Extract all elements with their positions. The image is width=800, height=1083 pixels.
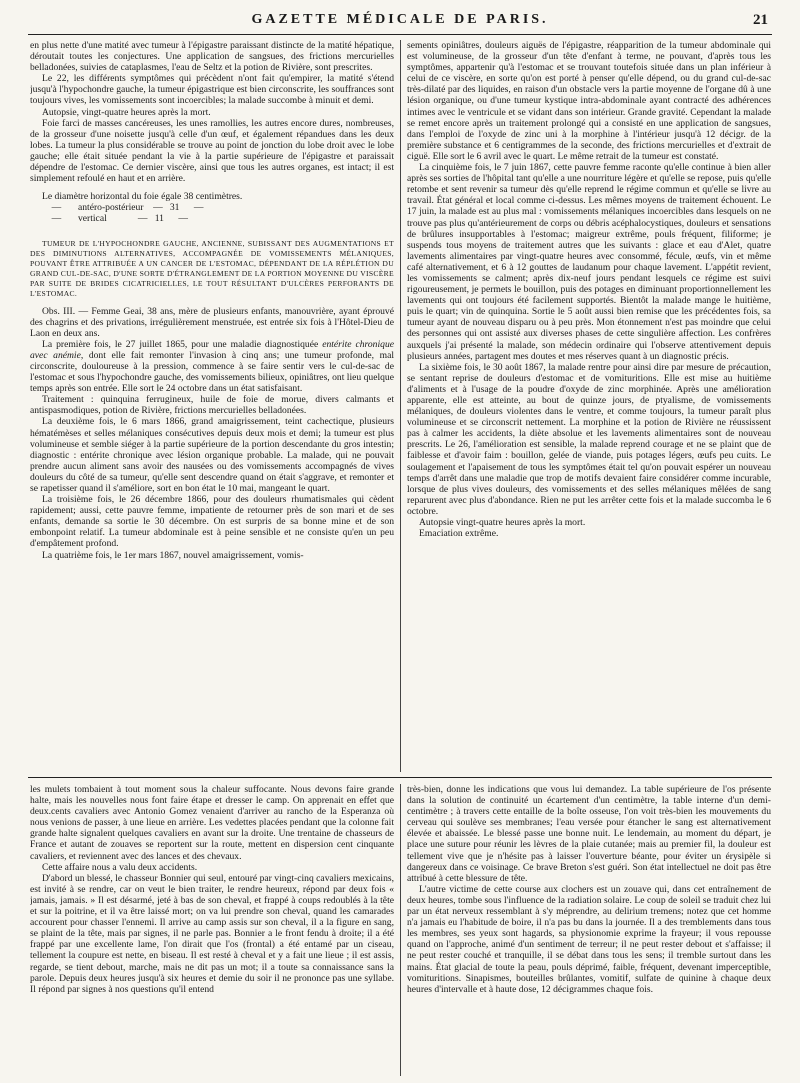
paragraph: D'abord un blessé, le chasseur Bonnier qui seul, entouré par vingt-cinq cavaliers mexicains, est invité à se rendre, car on veut le bien traiter, le rendre heureux, répond par deux fois « jamais, jamais. » Il est désarmé, jeté à bas de son cheval, et frappé à coups redoublés à la tête et sur la poitrine, et il va être laissé mort; on va lui prendre son cheval, quand les camarades accourent pour chasser l'ennemi. Il arrive au camp assis sur son cheval, il a la figure en sang, se plaint de la tête, mais par signes, il ne parle pas. Bonnier a le front fendu à droite; il a été frappé par une excellente lame, l'on dirait que l'os (frontal) a été entamé par un ciseau, tellement la coupure est nette, en biseau. Il est resté à cheval et y a fait une lieue ; il est assis, regarde, se tient debout, marche, mais ne dit pas un mot; il a toute sa connaissance sans la parole. Depuis deux heures jusqu'à six heures et demie du soir il ne prononce pas une syllabe. Il répond par signes à nos questions qu'il entend <box>30 872 394 995</box>
paragraph: La quatrième fois, le 1er mars 1867, nouvel amaigrissement, vomis- <box>42 549 304 561</box>
measurement-line: Le diamètre horizontal du foie égale 38 centimètres. <box>42 191 243 203</box>
section-rule <box>28 777 772 778</box>
paragraph: La première fois, le 27 juillet 1865, pour une maladie diagnostiquée entérite chronique avec anémie, dont elle fait remonter l'invasion à cinq ans; une tumeur profonde, mal circonscrite, douloureuse à la pression, commence à se faire sentir vers le cul-de-sac de l'estomac et sous l'hypochondre gauche, des vomissements bilieux, opiniâtres, ont lieu quelque temps après son entrée. Elle sort le 24 octobre dans un état satisfaisant. <box>30 338 394 395</box>
paragraph: les mulets tombaient à tout moment sous la chaleur suffocante. Nous devons faire grande halte, mais les nouvelles nous font faire étape et dresser le camp. On apprenait en effet que deux.cents cavaliers avec Antonio Gomez venaient d'arriver au rancho de la Esperanza où nous venions de passer, à une lieue en arrière. Les vedettes placées pendant que la colonne fait grande halte signalent quelques cavaliers en avant sur la droite. Une trentaine de chasseurs de France et autant de zouaves se reportent sur la route, mettent en dispersion cent cinquante cavaliers, et reviennent avec des lances et des chevaux. <box>30 784 394 862</box>
bottom-left-column <box>30 784 394 1079</box>
column-divider <box>400 40 401 772</box>
right-column <box>407 40 771 772</box>
journal-title: GAZETTE MÉDICALE DE PARIS. <box>251 12 549 27</box>
paragraph: Obs. III. — Femme Geai, 38 ans, mère de plusieurs enfants, manouvrière, ayant éprouvé des chagrins et des privations, irrégulièrement menstruée, est entrée six fois à l'Hôtel-Dieu de Laon en deux ans. <box>30 305 394 339</box>
paragraph: sements opiniâtres, douleurs aiguës de l'épigastre, réapparition de la tumeur abdominale qui est volumineuse, de la grosseur d'un tête d'enfant à terme, ne pouvant, d'après tous les symptômes, appartenir qu'à l'estomac et se trouvant toutefois située dans un plan inférieur à celui de ce viscère, en sorte qu'on est porté à penser qu'elle dépend, ou du grand cul-de-sac très-dilaté par des liquides, en raison d'un obstacle vers la partie moyenne de l'organe dû à une lésion organique, ou d'une tumeur kystique intra-abdominale ayant contracté des adhérences intimes avec le ventricule et se vidant dans son intérieur. Grande gravité. Cependant la malade se remet encore après un traitement prolongé qui a consisté en une application de sangsues, dans l'emploi de l'oxyde de zinc uni à la morphine à l'intérieur jusqu'à 12 décigr. de la première substance et 6 centigrammes de la seconde, des frictions mercurielles et d'extrait de ciguë. Elle sort le 6 avril avec le quart. Le même retrait de la tumeur est constaté. <box>407 40 771 162</box>
paragraph: Emaciation extrême. <box>419 528 499 540</box>
paragraph: Cette affaire nous a valu deux accidents. <box>42 861 198 873</box>
column-divider <box>400 784 401 1076</box>
paragraph: L'autre victime de cette course aux clochers est un zouave qui, dans cet entraînement de deux heures, tombe sous l'influence de la radiation solaire. Le coup de soleil se traduit chez lui par un état nerveux ressemblant à s'y méprendre, au delirium tremens; notez que cet homme n'a jamais eu l'habitude de boire, il n'a pas bu dans la journée. Il a des tremblements dans tous les membres, ses yeux sont hagards, sa physionomie exprime la frayeur; il vous repousse quand on l'approche, animé d'un sentiment de terreur; il ne peut rester debout et s'affaisse; il ne peut rester couché et tranquille, il se débat dans tous les sens; il tremble surtout dans les mains. État glacial de toute la peau, pouls déprimé, faible, fréquent, devenant imperceptible, vomituritions. Sinapismes, bouteilles brûlantes, vomitif, sulfate de quinine à chaque deux heures d'intervalle et à haute dose, 12 décigrammes chaque fois. <box>407 883 771 995</box>
paragraph: La cinquième fois, le 7 juin 1867, cette pauvre femme raconte qu'elle continue à bien aller après ses sorties de l'hôpital tant qu'elle a une nourriture légère et qu'elle se repose, puis qu'elle retombe et sent revenir sa tumeur dès qu'elle reprend le régime commun et qu'elle se livre au travail. État général et local comme ci-dessus. Les mêmes moyens de traitement échouent. Le 17 juin, la malade est au plus mal : vomissements mélaniques incoercibles dans lesquels on ne trouve pas plus qu'antérieurement de corps ou débris acéphalocystiques, douleurs et sensations de brûlures insupportables à l'estomac; maigreur extrême, pouls fréquent, filiforme; je suspends tous moyens de traitement autres que les suivants : glace et eau d'Alet, quatre lavements alimentaires par vingt-quatre heures avec consommé, fécule, œufs, vin et même café alternativement, et 6 à 12 gouttes de laudanum pour chaque lavement. L'appétit revient, les vomissements se calment; après dix-neuf jours pendant lesquels ce régime est suivi rigoureusement, je permets le bouillon, puis des potages en diminuant proportionnellement les lavements qui ont toujours été facilement supportés. Bientôt la malade mange le huitième, puis le quart; vin de quinquina. Sortie le 5 août aussi bien remise que les précédentes fois, sa tumeur ayant de nouveau disparu ou à peu près. Mon étonnement n'est pas moindre que celui des personnes qui ont assisté aux diverses phases de cette singulière affection. Les confrères auxquels j'ai présenté la malade, son médecin ordinaire qui l'observe attentivement depuis plusieurs années, partagent mes doutes et mes réserves quant à un diagnostic précis. <box>407 162 771 362</box>
measurements <box>30 191 394 224</box>
left-column <box>30 40 394 772</box>
paragraph: Le 22, les différents symptômes qui précèdent n'ont fait qu'empirer, la matité s'étend jusqu'à l'hypochondre gauche, la tumeur épigastrique est bien circonscrite, les souffrances sont toujours vives, les vomissements sont incoercibles; la malade succombe à minuit et demi. <box>30 73 394 107</box>
measurement-line: — vertical — 11 — <box>42 213 188 225</box>
paragraph: Foie farci de masses cancéreuses, les unes ramollies, les autres encore dures, nombreuses, de la grosseur d'une noisette jusqu'à celle d'un œuf, et également répandues dans les deux lobes. La tumeur la plus considérable se trouve au point de jonction du lobe droit avec le lobe gauche; elle était située pendant la vie à la partie supérieure de l'épigastre et paraissait dépendre de l'estomac. Ce dernier viscère, ainsi que tous les autres organes, est intact; il est simplement refoulé en haut et en arrière. <box>30 117 394 185</box>
paragraph: La deuxième fois, le 6 mars 1866, grand amaigrissement, teint cachectique, plusieurs hématémèses et selles mélaniques consécutives depuis deux mois et demi; la tumeur est plus volumineuse et semble siéger à la partie supérieure de la portion descendante du gros intestin; diagnostic : entérite chronique avec lésion organique probable. La malade, qui ne pouvait prendre aucun aliment sans avoir des nausées ou des vomissements accompagnés de vives douleurs du côté de sa tumeur, qu'elle sent descendre quand on était s'aggrave, et remonter et se rapetisser quand il s'améliore, sort en bon état le 10 mai, mangeant le quart. <box>30 416 394 494</box>
section-heading: TUMEUR DE L'HYPOCHONDRE GAUCHE, ANCIENNE, SUBISSANT DES AUGMENTATIONS ET DES DIMINUTIONS ALTERNATIVES, ACCOMPAGNÉE DE VOMISSEMENTS MÉLANIQUES, POUVANT ÊTRE ATTRIBUÉE A UN CANCER DE L'ESTOMAC, DÉPENDANT DE LA RÉPLÉTION DU GRAND CUL-DE-SAC, D'UNE SORTE D'ÉTRANGLEMENT DE LA PORTION MOYENNE DU VISCÈRE PAR SUITE DE BRIDES CICATRICIELLES, LE TOUT RÉSULTANT D'ULCÈRES PERFORANTS DE L'ESTOMAC. <box>30 238 394 298</box>
bottom-right-column <box>407 784 771 1079</box>
measurement-line: — antéro-postérieur — 31 — <box>42 202 204 214</box>
page-number: 21 <box>753 12 768 28</box>
paragraph: La sixième fois, le 30 août 1867, la malade rentre pour ainsi dire par mesure de précaution, se sentant reprise de douleurs d'estomac et de vomituritions. Elle est mise au huitième d'aliments et à l'usage de la poudre d'oxyde de zinc morphinée. Après une amélioration apparente, elle est atteinte, au bout de quinze jours, de ptyalisme, de vomissements mélaniques, de douleurs violentes dans le ventre, et comme toujours, la tumeur paraît plus volumineuse et se circonscrit nettement. La morphine et la potion de Rivière ne réussissent pas à calmer les accidents, la diète absolue et les lavements alimentaires sont de nouveau prescrits. Le 26, l'amélioration est sensible, la malade reprend courage et ne se plaint que de faiblesse et d'avoir faim : bouillon, gelée de viande, puis potages légers, œufs peu cuits. Le soulagement et l'apaisement de tous les symptômes était tel qu'on pouvait espérer un nouveau temps d'arrêt dans une maladie que trop de motifs devaient faire considérer comme incurable, lorsque de plus vives douleurs, des vomissements et des selles mélaniques mêlées de sang reparurent avec plus d'abondance. Rien ne put les arrêter cette fois et la malade succomba le 6 octobre. <box>407 361 771 517</box>
paragraph: très-bien, donne les indications que vous lui demandez. La table supérieure de l'os présente dans la solution de continuité un écartement d'un centimètre, la table interne d'un demi-centimètre ; à travers cette entaille de la boîte osseuse, l'on voit très-bien les mouvements du cerveau qui soulève ses membranes; l'eau versée pour étancher le sang est alternativement élevée et abaissée. Le blessé passe une bonne nuit. Le lendemain, au moment du départ, je place une suture pour réunir les lèvres de la plaie cutanée; mais au premier fil, la douleur est tellement vive que je n'hésite pas à laisser l'ouverture béante, pour éviter un érysipèle si dangereux dans ce voisinage. Ce brave Breton s'est guéri. Son état intellectuel ne doit pas être attribué à cette blessure de tête. <box>407 784 771 884</box>
page-header <box>28 12 772 35</box>
paragraph: Traitement : quinquina ferrugineux, huile de foie de morue, divers calmants et antispasmodiques, potion de Rivière, frictions mercurielles belladonées. <box>30 394 394 417</box>
paragraph: La troisième fois, le 26 décembre 1866, pour des douleurs rhumatismales qui cèdent rapidement; aussi, cette pauvre femme, impatiente de retourner près de son mari et de ses enfants, demande sa sortie le 30 décembre. On est surpris de sa bonne mine et de son embonpoint relatif. La tumeur abdominale est à peine sensible et ne consiste qu'en un peu d'empâtement profond. <box>30 494 394 550</box>
paragraph: en plus nette d'une matité avec tumeur à l'épigastre paraissant distincte de la matité hépatique, déroutait toutes les conjectures. Une application de sangsues, des frictions mercurielles belladonées, suivies de cataplasmes, l'eau de Seltz et la potion de Rivière, sont prescrites. <box>30 40 394 74</box>
paragraph: Autopsie, vingt-quatre heures après la mort. <box>42 106 211 118</box>
paragraph: Autopsie vingt-quatre heures après la mort. <box>419 517 586 529</box>
